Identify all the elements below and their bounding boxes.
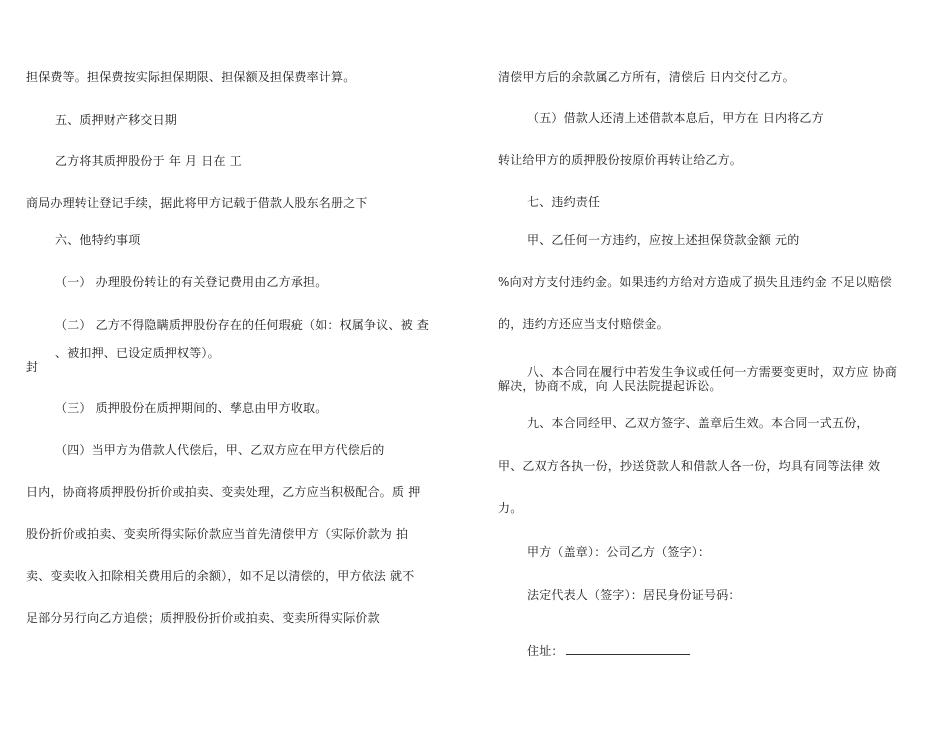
text-line: 足部分另行向乙方追偿；质押股份折价或拍卖、变卖所得实际价款: [26, 611, 380, 625]
clause-five: （五）借款人还清上述借款本息后，甲方在 日内将乙方: [527, 111, 824, 125]
text-line: 商局办理转让登记手续，据此将甲方记载于借款人股东名册之下: [26, 196, 368, 210]
section-heading-nine: 九、本合同经甲、乙双方签字、盖章后生效。本合同一式五份，: [527, 416, 869, 430]
clause-one: （一） 办理股份转让的有关登记费用由乙方承担。: [55, 275, 328, 289]
text-line: 、被扣押、已设定质押权等）。: [55, 346, 220, 360]
clause-two: （二） 乙方不得隐瞒质押股份存在的任何瑕疵（如：权属争议、被 查: [55, 318, 430, 332]
address-label: 住址：: [527, 644, 564, 658]
text-line: 清偿甲方后的余款属乙方所有，清偿后 日内交付乙方。: [498, 70, 795, 84]
clause-three: （三） 质押股份在质押期间的、孳息由甲方收取。: [55, 401, 328, 415]
address-line: [527, 643, 690, 658]
section-heading-five: 五、质押财产移交日期: [55, 113, 178, 127]
clause-four: （四）当甲方为借款人代偿后，甲、乙双方应在甲方代偿后的: [55, 443, 385, 457]
address-blank: [566, 643, 690, 655]
text-line: 日内，协商将质押股份折价或拍卖、变卖处理，乙方应当积极配合。质 押: [26, 485, 421, 499]
text-line: 股份折价或拍卖、变卖所得实际价款应当首先清偿甲方（实际价款为 拍: [26, 527, 409, 541]
text-line: 转让给甲方的质押股份按原价再转让给乙方。: [498, 153, 743, 167]
text-line: 卖、变卖收入扣除相关费用后的余额），如不足以清偿的，甲方依法 就不: [26, 569, 415, 583]
text-line: 乙方将其质押股份于 年 月 日在 工: [55, 154, 242, 168]
text-line: 担保费等。担保费按实际担保期限、担保额及担保费率计算。: [26, 70, 356, 84]
representative-signature-line: 法定代表人（签字）：居民身份证号码：: [527, 588, 741, 602]
text-line: 解决，协商不成，向 人民法院提起诉讼。: [498, 379, 722, 393]
text-line: 甲、乙任何一方违约，应按上述担保贷款金额 元的: [527, 233, 800, 247]
text-line: 封: [26, 360, 39, 374]
text-line: %向对方支付违约金。如果违约方给对方造成了损失且违约金 不足以赔偿: [498, 275, 892, 289]
party-signature-line: 甲方（盖章）：公司乙方（签字）：: [527, 545, 711, 559]
text-line: 的，违约方还应当支付赔偿金。: [498, 317, 669, 331]
text-line: 甲、乙双方各执一份，抄送贷款人和借款人各一份，均具有同等法律 效: [498, 459, 881, 473]
section-heading-eight: 八、本合同在履行中若发生争议或任何一方需要变更时，双方应 协商: [527, 365, 898, 379]
section-heading-seven: 七、违约责任: [527, 195, 601, 209]
section-heading-six: 六、他特约事项: [55, 233, 141, 247]
text-line: 力。: [498, 501, 523, 515]
